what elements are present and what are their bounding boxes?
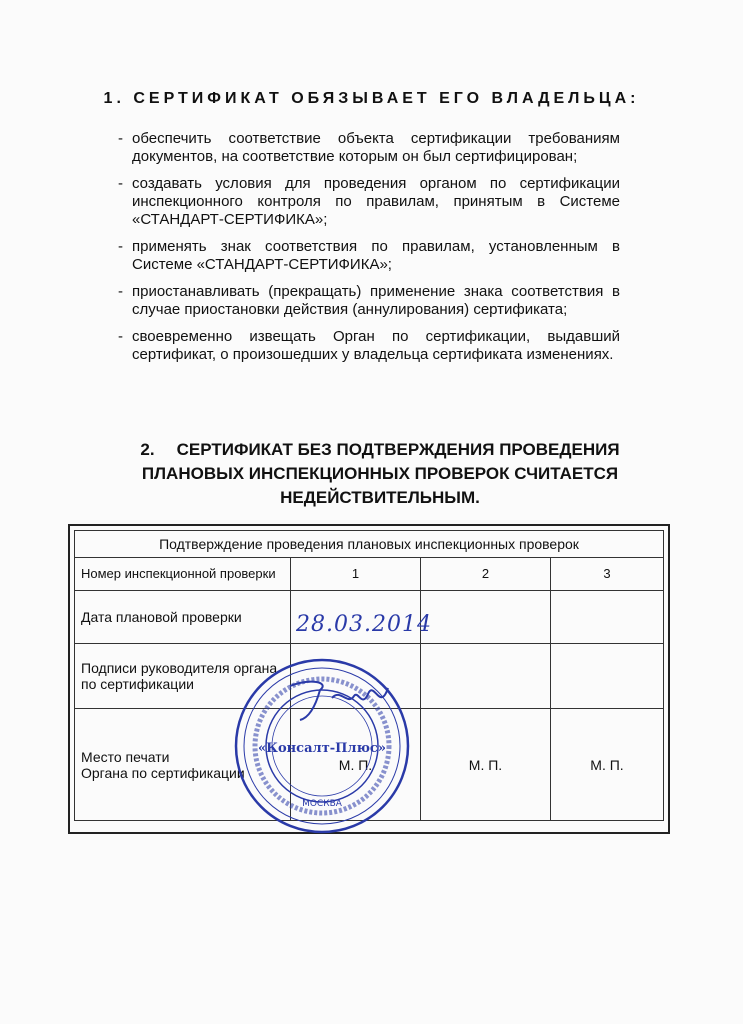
obligation-dash: -	[118, 283, 123, 300]
signature-scribble	[270, 668, 410, 728]
signature-cell-2	[421, 644, 551, 709]
stamp-city-text: МОСКВА	[302, 799, 342, 809]
obligation-text: приостанавливать (прекращать) применение знака соответствия в случае приостановки действия (аннулирования) сертификата;	[132, 283, 620, 318]
obligation-dash: -	[118, 328, 123, 345]
section-2-title	[100, 438, 660, 510]
obligation-dash: -	[118, 175, 123, 192]
section-2-text: СЕРТИФИКАТ БЕЗ ПОДТВЕРЖДЕНИЯ ПРОВЕДЕНИЯ ПЛАНОВЫХ ИНСПЕКЦИОННЫХ ПРОВЕРОК СЧИТАЕТСЯ НЕДЕЙСТВИТЕЛЬНЫМ.	[141, 440, 620, 507]
section-1-title: 1. СЕРТИФИКАТ ОБЯЗЫВАЕТ ЕГО ВЛАДЕЛЬЦА:	[103, 90, 640, 107]
inspection-number-1: 1	[291, 558, 421, 591]
date-cell-2	[421, 591, 551, 644]
stamp-center-text: «Консалт-Плюс»	[258, 741, 386, 756]
seal-mark-1: М. П.	[291, 709, 421, 821]
obligation-dash: -	[118, 238, 123, 255]
obligation-item	[118, 175, 620, 229]
obligation-dash: -	[118, 130, 123, 147]
date-label: Дата плановой проверки	[75, 591, 291, 644]
inspection-number-2: 2	[421, 558, 551, 591]
obligation-item	[118, 238, 620, 274]
date-cell-3	[551, 591, 664, 644]
seal-label-line-2: Органа по сертификации	[81, 764, 245, 781]
number-label: Номер инспекционной проверки	[75, 558, 291, 591]
obligation-text: своевременно извещать Орган по сертификации, выдавший сертификат, о произошедших у владельца сертификата изменениях.	[132, 328, 620, 363]
signature-cell-3	[551, 644, 664, 709]
inspection-number-3: 3	[551, 558, 664, 591]
handwritten-date: 28.03.2014	[296, 612, 432, 637]
seal-label-line-1: Место печати	[81, 748, 170, 765]
obligation-item	[118, 328, 620, 364]
obligation-text: обеспечить соответствие объекта сертификации требованиям документов, на соответствие которым он был сертифицирован;	[132, 130, 620, 165]
obligation-text: применять знак соответствия по правилам, установленным в Системе «СТАНДАРТ-СЕРТИФИКА»;	[132, 238, 620, 273]
obligation-item	[118, 130, 620, 166]
seal-mark-3: М. П.	[551, 709, 664, 821]
signature-label: Подписи руководителя органа по сертификации	[75, 644, 291, 709]
obligations-list	[118, 130, 620, 373]
table-row	[75, 558, 664, 591]
table-caption: Подтверждение проведения плановых инспекционных проверок	[75, 531, 664, 558]
obligation-item	[118, 283, 620, 319]
obligation-text: создавать условия для проведения органом по сертификации инспекционного контроля по правилам, принятым в Системе «СТАНДАРТ-СЕРТИФИКА»;	[132, 175, 620, 228]
seal-mark-2: М. П.	[421, 709, 551, 821]
section-2-number: 2.	[140, 440, 155, 459]
